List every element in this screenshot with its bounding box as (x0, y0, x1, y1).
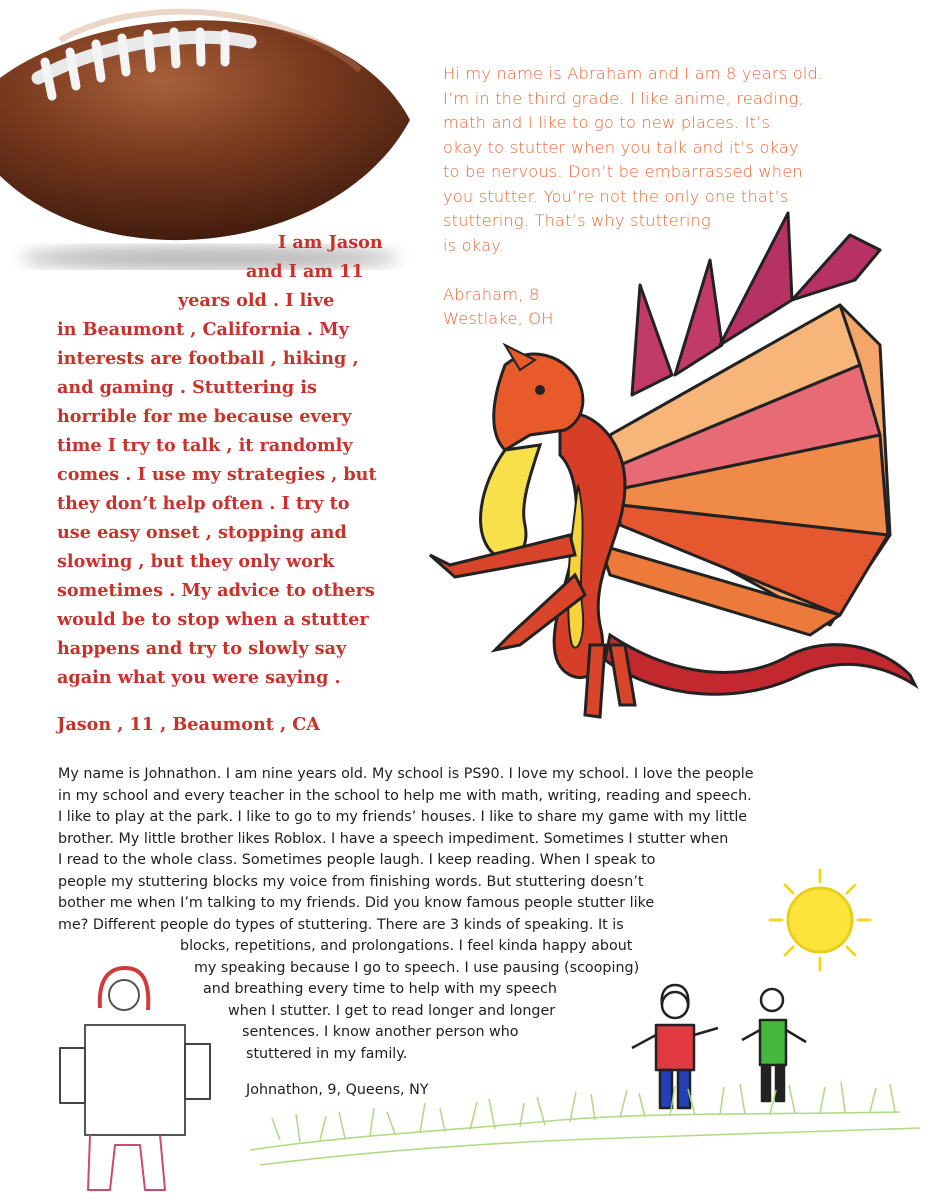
johnathon-line: when I stutter. I get to read longer and longer (228, 1002, 556, 1019)
johnathon-line: My name is Johnathon. I am nine years old. My school is PS90. I love my school. I love the people (58, 766, 754, 782)
jason-line: and gaming . Stuttering is (57, 377, 317, 398)
jason-line: horrible for me because every (57, 406, 352, 427)
abraham-signature-name: Abraham, 8 (443, 284, 540, 304)
jason-line: interests are football , hiking , (57, 348, 359, 369)
jason-line: time I try to talk , it randomly (57, 435, 353, 456)
abraham-line: stuttering. That’s why stuttering (443, 211, 711, 230)
abraham-line: math and I like to go to new places. It’s (443, 113, 771, 132)
abraham-line: to be nervous. Don’t be embarrassed when (443, 162, 803, 181)
jason-line: again what you were saying . (57, 667, 341, 688)
abraham-line: you stutter. You’re not the only one that’s (443, 186, 789, 206)
johnathon-line: bother me when I’m talking to my friends. Did you know famous people stutter like (58, 895, 655, 911)
jason-line: comes . I use my strategies , but (57, 464, 377, 485)
jason-line: happens and try to slowly say (57, 638, 347, 659)
johnathon-line: my speaking because I go to speech. I use pausing (scooping) (194, 959, 640, 976)
dragon-fire (481, 445, 540, 558)
johnathon-line: I like to play at the park. I like to go to my friends’ houses. I like to share my game with my little (58, 809, 748, 825)
jason-line: would be to stop when a stutter (57, 609, 369, 630)
jason-line: in Beaumont , California . My (57, 319, 349, 340)
johnathon-line: stuttered in my family. (246, 1045, 408, 1062)
jason-signature: Jason , 11 , Beaumont , CA (57, 714, 320, 735)
johnathon-story (58, 764, 918, 1102)
abraham-line: I’m in the third grade. I like anime, reading, (443, 88, 804, 108)
johnathon-line: I read to the whole class. Sometimes people laugh. I keep reading. When I speak to (58, 852, 656, 868)
jason-line: use easy onset , stopping and (57, 522, 347, 543)
jason-line: and I am 11 (246, 261, 364, 282)
abraham-line: Hi my name is Abraham and I am 8 years old. (443, 64, 824, 83)
jason-line: they don’t help often . I try to (57, 493, 350, 514)
abraham-signature-location: Westlake, OH (443, 309, 554, 328)
abraham-line: okay to stutter when you talk and it’s okay (443, 137, 799, 157)
johnathon-line: sentences. I know another person who (242, 1024, 519, 1040)
abraham-line: is okay. (443, 235, 505, 255)
jason-story (0, 228, 420, 739)
johnathon-line: in my school and every teacher in the school to help me with math, writing, reading and speech. (58, 787, 752, 804)
johnathon-line: and breathing every time to help with my speech (203, 981, 557, 997)
johnathon-signature: Johnathon, 9, Queens, NY (246, 1082, 429, 1098)
jason-line: sometimes . My advice to others (57, 580, 375, 601)
abraham-story (443, 62, 913, 332)
johnathon-line: me? Different people do types of stuttering. There are 3 kinds of speaking. It is (58, 916, 624, 933)
johnathon-line: people my stuttering blocks my voice from finishing words. But stuttering doesn’t (58, 873, 644, 890)
jason-line: slowing , but they only work (57, 551, 335, 572)
dragon-tail (605, 635, 915, 694)
jason-line: years old . I live (178, 290, 335, 311)
johnathon-line: brother. My little brother likes Roblox. I have a speech impediment. Sometimes I stutter when (58, 830, 729, 847)
jason-line: I am Jason (278, 232, 383, 253)
johnathon-line: blocks, repetitions, and prolongations. I feel kinda happy about (180, 938, 633, 954)
